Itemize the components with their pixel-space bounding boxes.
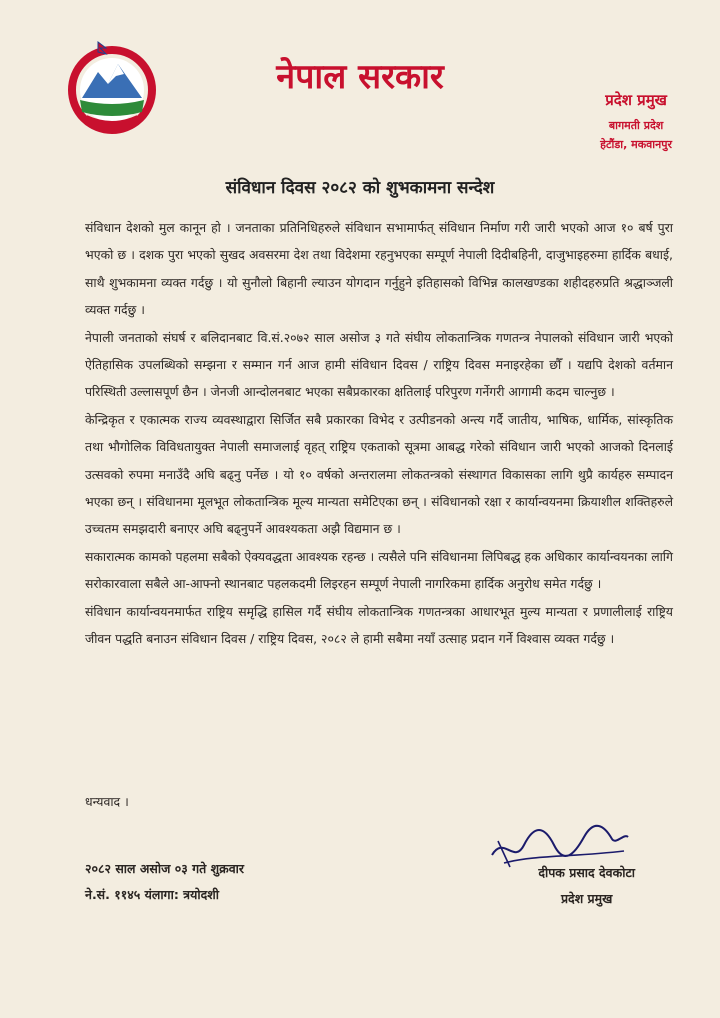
signer-name: दीपक प्रसाद देवकोटा xyxy=(538,865,635,880)
body-paragraph: केन्द्रिकृत र एकात्मक राज्य व्यवस्थाद्वारा सिर्जित सबै प्रकारका विभेद र उत्पीडनको अन्त्य गर्दै जातीय, भाषिक, धार्मिक, सांस्कृतिक तथा भौगोलिक विविधतायुक्त नेपाली समाजलाई वृहत् राष्ट्रिय एकताको सूत्रमा आबद्ध गरेको संविधान जारी भएको आजको दिनलाई उत्सवको रुपमा मनाउँदै अघि बढ्नु पर्नेछ । यो १० वर्षको अन्तरालमा लोकतन्त्रको संस्थागत विकासका लागि थुप्रै कार्यहरु सम्पादन भएका छन् । संविधानमा मूलभूत लोकतान्त्रिक मूल्य मान्यता समेटिएका छन् । संविधानको रक्षा र कार्यान्वयनमा क्रियाशील शक्तिहरुले उच्चतम समझदारी बनाएर अघि बढ्नुपर्ने आवश्यकता अझै विद्यमान छ । xyxy=(85,411,673,537)
signer-title: प्रदेश प्रमुख xyxy=(560,891,613,906)
body-paragraph: संविधान कार्यान्वयनमार्फत राष्ट्रिय समृद्धि हासिल गर्दै संघीय लोकतान्त्रिक गणतन्त्रका आधारभूत मुल्य मान्यता र प्रणालीलाई राष्ट्रिय जीवन पद्धति बनाउन संविधान दिवस / राष्ट्रिय दिवस, २०८२ ले हामी सबैमा नयाँ उत्साह प्रदान गर्ने विश्वास व्यक्त गर्दछु । xyxy=(85,603,673,647)
body-paragraph: संविधान देशको मुल कानून हो । जनताका प्रतिनिधिहरुले संविधान सभामार्फत् संविधान निर्माण गरी जारी भएको आज १० बर्ष पुरा भएको छ । दशक पुरा भएको सुखद अवसरमा देश तथा विदेशमा रहनुभएका सम्पूर्ण नेपाली दिदीबहिनी, दाजुभाइहरुमा हार्दिक बधाई, साथै शुभकामना व्यक्त गर्दछु । यो सुनौलो बिहानी ल्याउन योगदान गर्नुहुने इतिहासको विभिन्न कालखण्डका शहीदहरुप्रति श्रद्धाञ्जली व्यक्त गर्दछु । xyxy=(85,220,674,318)
letter-subject: संविधान दिवस २०८२ को शुभकामना सन्देश xyxy=(225,178,495,198)
government-title: नेपाल सरकार xyxy=(276,57,444,97)
office-location: हेटौंडा, मकवानपुर xyxy=(600,138,672,151)
signer-block xyxy=(538,860,635,912)
office-title: प्रदेश प्रमुख xyxy=(605,91,667,109)
date-line-ns: ने.सं. ११४५ यंलागा: त्रयोदशी xyxy=(85,887,219,902)
date-line-bs: २०८२ साल असोज ०३ गते शुक्रवार xyxy=(85,861,244,876)
date-block xyxy=(85,856,244,908)
closing-thanks: धन्यवाद । xyxy=(85,794,129,809)
body-paragraph: सकारात्मक कामको पहलमा सबैको ऐक्यवद्धता आवश्यक रहन्छ । त्यसैले पनि संविधानमा लिपिबद्ध हक अधिकार कार्यान्वयनका लागि सरोकारवाला सबैले आ-आफ्नो स्थानबाट पहलकदमी लिइरहन सम्पूर्ण नेपाली नागरिकमा हार्दिक अनुरोध समेत गर्दछु । xyxy=(85,548,673,592)
office-block xyxy=(600,90,672,154)
letter-body xyxy=(85,214,673,653)
body-paragraph: नेपाली जनताको संघर्ष र बलिदानबाट वि.सं.२०७२ साल असोज ३ गते संघीय लोकतान्त्रिक गणतन्त्र नेपालको संविधान जारी भएको ऐतिहासिक उपलब्धिको सम्झना र सम्मान गर्न आज हामी संविधान दिवस / राष्ट्रिय दिवस मनाइरहेका छौँ । यद्यपि देशको वर्तमान परिस्थिती उल्लासपूर्ण छैन । जेनजी आन्दोलनबाट भएका सबैप्रकारका क्षतिलाई परिपुरण गर्नेगरी आगामी कदम चाल्नुछ । xyxy=(85,329,673,400)
province-name: बागमती प्रदेश xyxy=(608,119,664,132)
